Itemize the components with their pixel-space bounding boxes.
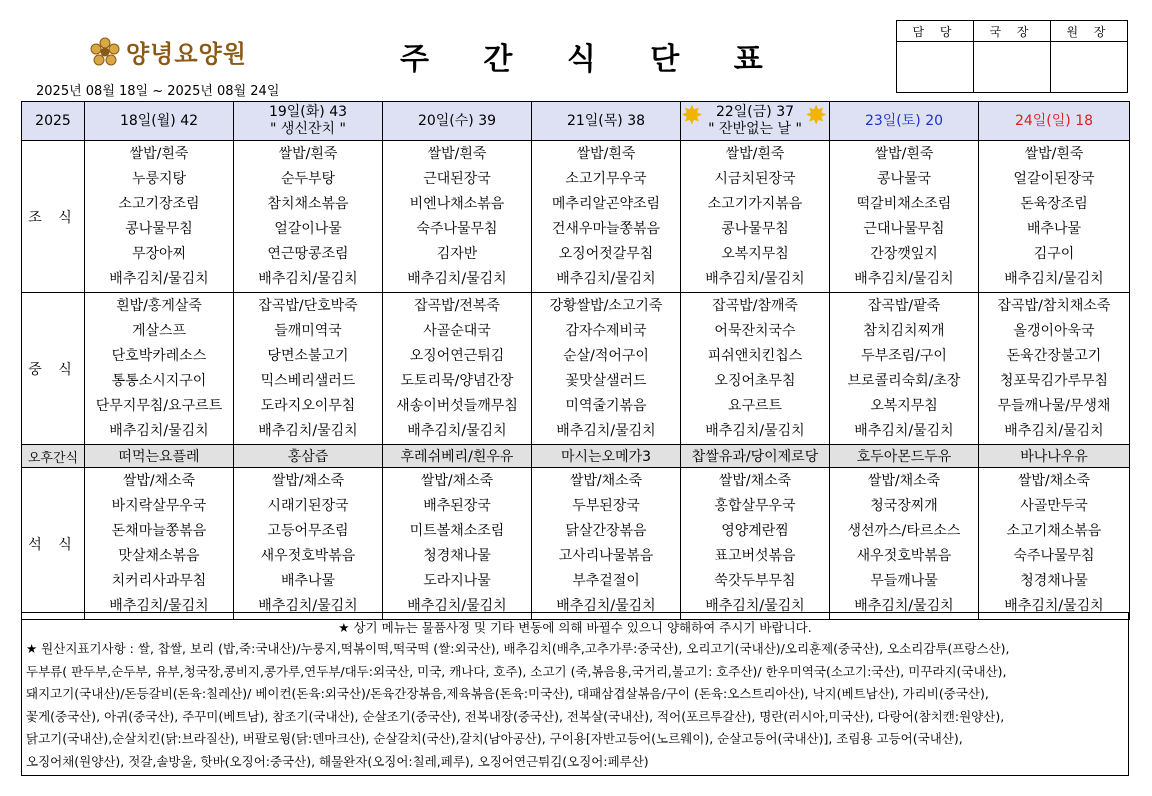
snack-cell: 호두아몬드두유 (830, 445, 979, 468)
date-range: 2025년 08월 18일 ~ 2025년 08월 24일 (36, 84, 280, 99)
menu-item: 배추김치/물김치 (705, 271, 805, 287)
menu-item: 감자수제비국 (565, 323, 647, 339)
menu-item: 새우젓호박볶음 (260, 548, 356, 564)
menu-item: 고등어무조림 (267, 523, 349, 539)
day-date: 20일(수) 39 (417, 112, 497, 129)
menu-cell (532, 141, 681, 293)
origin-line: 오징어채(원양산), 젓갈,솔방울, 핫바(오징어:중국산), 해물완자(오징어:칠레,페루), 오징어연근튀김(오징어:페루산) (26, 753, 649, 769)
menu-item: 김자반 (436, 246, 478, 262)
menu-item: 들깨미역국 (274, 323, 342, 339)
menu-item: 소고기장조림 (118, 196, 200, 212)
menu-item: 닭살간장볶음 (565, 523, 647, 539)
menu-item: 배추김치/물김치 (556, 271, 656, 287)
menu-item: 무들깨나물/무생채 (997, 398, 1111, 414)
menu-item: 무장아찌 (131, 246, 187, 262)
menu-item: 올갱이아욱국 (1013, 323, 1095, 339)
approval-sign-staff (897, 42, 974, 93)
menu-item: 쌀밥/채소죽 (271, 473, 345, 489)
menu-cell (234, 141, 383, 293)
menu-item: 배추김치/물김치 (705, 598, 805, 614)
menu-item: 당면소불고기 (267, 348, 349, 364)
menu-item: 배추김치/물김치 (556, 423, 656, 439)
menu-item: 청경채나물 (423, 548, 491, 564)
menu-item: 치커리사과무침 (111, 573, 207, 589)
menu-item: 단무지무침/요구르트 (95, 398, 223, 414)
menu-item: 참치채소볶음 (267, 196, 349, 212)
menu-cell (234, 468, 383, 620)
menu-item: 잡곡밥/단호박죽 (258, 298, 358, 314)
menu-item: 쌀밥/채소죽 (569, 473, 643, 489)
menu-item: 쌀밥/채소죽 (1017, 473, 1091, 489)
menu-item: 고사리나물볶음 (558, 548, 654, 564)
origin-line: 돼지고기(국내산)/돈등갈비(돈육:칠레산)/ 베이컨(돈육:외국산)/돈육간장볶음,제육볶음(돈육:미국산), 대패삼겹살볶음/구이 (돈육:오스트리아산), 낙지(베트남산), 가리비(중국산), (26, 686, 989, 702)
menu-item: 시금치된장국 (714, 171, 796, 187)
menu-item: 배추김치/물김치 (854, 423, 954, 439)
menu-item: 배추김치/물김치 (705, 423, 805, 439)
snack-cell: 마시는오메가3 (532, 445, 681, 468)
snack-cell: 후레쉬베리/흰우유 (383, 445, 532, 468)
day-header (383, 102, 532, 141)
menu-cell (532, 468, 681, 620)
day-date: 18일(월) 42 (119, 112, 199, 129)
menu-item: 어묵잔치국수 (714, 323, 796, 339)
menu-item: 참치김치찌개 (863, 323, 945, 339)
menu-item: 오복지무침 (870, 398, 938, 414)
menu-cell (85, 468, 234, 620)
menu-item: 홍합살무우국 (714, 498, 796, 514)
meal-label: 석 식 (22, 468, 85, 620)
dinner-row (22, 468, 1130, 620)
menu-item: 근대된장국 (423, 171, 491, 187)
snack-row (22, 445, 1130, 468)
origin-line: 꽃게(중국산), 아귀(중국산), 주꾸미(베트남), 참조기(국내산), 순살조기(중국산), 전복내장(중국산), 전복살(국내산), 적어(포르투갈산), 명란(러시아,미국산), 다랑어(참치캔:원양산), (26, 708, 1005, 724)
meal-label: 조 식 (22, 141, 85, 293)
menu-item: 두부된장국 (572, 498, 640, 514)
menu-item: 간장깻잎지 (870, 246, 938, 262)
menu-cell (830, 141, 979, 293)
menu-cell (979, 293, 1130, 445)
menu-item: 배추김치/물김치 (854, 598, 954, 614)
menu-item: 배추김치/물김치 (1004, 423, 1104, 439)
menu-item: 쌀밥/흰죽 (278, 146, 338, 162)
day-header (532, 102, 681, 141)
menu-item: 배추된장국 (423, 498, 491, 514)
menu-item: 피쉬앤치킨칩스 (707, 348, 803, 364)
menu-item: 쑥갓두부무침 (714, 573, 796, 589)
menu-item: 믹스베리샐러드 (260, 373, 356, 389)
menu-item: 근대나물무침 (863, 221, 945, 237)
menu-item: 오징어젓갈무침 (558, 246, 654, 262)
menu-item: 소고기채소볶음 (1006, 523, 1102, 539)
menu-item: 순두부탕 (280, 171, 336, 187)
menu-cell (979, 468, 1130, 620)
snack-cell: 찹쌀유과/당이제로당 (681, 445, 830, 468)
menu-item: 배추김치/물김치 (854, 271, 954, 287)
menu-item: 배추김치/물김치 (258, 598, 358, 614)
origin-info (22, 638, 1128, 774)
menu-item: 배추김치/물김치 (1004, 271, 1104, 287)
menu-item: 쌀밥/흰죽 (576, 146, 636, 162)
menu-item: 잡곡밥/전복죽 (414, 298, 500, 314)
menu-cell (532, 293, 681, 445)
header-row (22, 102, 1130, 141)
day-header (830, 102, 979, 141)
menu-item: 돈육간장불고기 (1006, 348, 1102, 364)
menu-cell (830, 468, 979, 620)
menu-item: 쌀밥/흰죽 (725, 146, 785, 162)
menu-item: 사골만두국 (1020, 498, 1088, 514)
menu-item: 잡곡밥/참깨죽 (712, 298, 798, 314)
approval-sign-director (974, 42, 1051, 93)
menu-item: 숙주나물무침 (416, 221, 498, 237)
year-cell: 2025 (22, 102, 85, 141)
day-date: 22일(금) 37 (715, 104, 795, 120)
menu-item: 배추김치/물김치 (109, 271, 209, 287)
menu-item: 소고기가지볶음 (707, 196, 803, 212)
menu-item: 배추나물 (280, 573, 336, 589)
menu-item: 배추김치/물김치 (258, 271, 358, 287)
menu-item: 단호박카레소스 (111, 348, 207, 364)
menu-item: 잡곡밥/참치채소죽 (997, 298, 1111, 314)
menu-item: 요구르트 (727, 398, 783, 414)
menu-item: 쌀밥/흰죽 (427, 146, 487, 162)
origin-line: ★ 원산지표기사항 : 쌀, 찹쌀, 보리 (밥,죽:국내산)/누룽지,떡볶이떡,떡국떡 (쌀:외국산), 배추김치(배추,고추가루:중국산), 오리고기(국내산)/오리훈제(중국산), 오소리감투(프랑스산), (26, 641, 1010, 656)
menu-item: 청국장찌개 (870, 498, 938, 514)
menu-item: 배추김치/물김치 (258, 423, 358, 439)
snack-cell: 떠먹는요플레 (85, 445, 234, 468)
menu-item: 도라지나물 (423, 573, 491, 589)
menu-item: 브로콜리숙회/초장 (847, 373, 961, 389)
menu-item: 부추겉절이 (572, 573, 640, 589)
menu-item: 강황쌀밥/소고기죽 (549, 298, 663, 314)
menu-item: 숙주나물무침 (1013, 548, 1095, 564)
breakfast-row (22, 141, 1130, 293)
notice-box (21, 612, 1129, 776)
day-date: 24일(일) 18 (1014, 112, 1094, 129)
menu-item: 배추김치/물김치 (109, 423, 209, 439)
menu-item: 쌀밥/흰죽 (874, 146, 934, 162)
menu-cell (681, 293, 830, 445)
day-date: 21일(목) 38 (566, 112, 646, 129)
approval-label-director: 국 장 (974, 21, 1051, 42)
day-date: 19일(화) 43 (268, 104, 348, 120)
menu-cell (681, 468, 830, 620)
logo-flower-icon (90, 37, 120, 67)
menu-item: 건새우마늘쫑볶음 (551, 221, 661, 237)
menu-cell (830, 293, 979, 445)
menu-item: 연근땅콩조림 (267, 246, 349, 262)
menu-item: 오징어초무침 (714, 373, 796, 389)
day-header (681, 102, 830, 141)
menu-item: 비엔나채소볶음 (409, 196, 505, 212)
snack-cell: 바나나우유 (979, 445, 1130, 468)
day-header (85, 102, 234, 141)
lunch-row (22, 293, 1130, 445)
menu-item: 돈육장조림 (1020, 196, 1088, 212)
menu-item: 무들깨나물 (870, 573, 938, 589)
meal-label: 중 식 (22, 293, 85, 445)
meal-label: 오후간식 (22, 445, 85, 468)
sparkle-icon: ✸ (681, 101, 703, 131)
menu-item: 게살스프 (131, 323, 187, 339)
menu-item: 청경채나물 (1020, 573, 1088, 589)
day-header (979, 102, 1130, 141)
menu-item: 사골순대국 (423, 323, 491, 339)
menu-item: 청포묵김가루무침 (999, 373, 1109, 389)
menu-item: 콩나물무침 (721, 221, 789, 237)
approval-sign-head (1051, 42, 1128, 93)
menu-item: 배추김치/물김치 (407, 423, 507, 439)
menu-item: 콩나물무침 (125, 221, 193, 237)
menu-cell (383, 141, 532, 293)
menu-item: 통통소시지구이 (111, 373, 207, 389)
menu-item: 배추나물 (1026, 221, 1082, 237)
menu-item: 표고버섯볶음 (714, 548, 796, 564)
menu-item: 배추김치/물김치 (1004, 598, 1104, 614)
menu-item: 떡갈비채소조림 (856, 196, 952, 212)
menu-item: 쌀밥/채소죽 (718, 473, 792, 489)
notice-headline: ★ 상기 메뉴는 물품사정 및 기타 변동에 의해 바뀔수 있으니 양해하여 주시기 바랍니다. (338, 620, 812, 635)
menu-item: 얼갈이된장국 (1013, 171, 1095, 187)
origin-line: 두부류( 판두부,순두부, 유부,청국장,콩비지,콩가루,연두부/대두:외국산, 미국, 캐나다, 호주), 소고기 (죽,볶음용,국거리,불고기: 호주산)/ 한우미역국(소고기:국산), 미꾸라지(국내산), (26, 663, 1007, 679)
menu-item: 메추리알곤약조림 (551, 196, 661, 212)
menu-cell (85, 141, 234, 293)
approval-label-head: 원 장 (1051, 21, 1128, 42)
menu-item: 흰밥/홍게살죽 (116, 298, 202, 314)
menu-cell (383, 468, 532, 620)
menu-item: 배추김치/물김치 (556, 598, 656, 614)
menu-item: 소고기무우국 (565, 171, 647, 187)
menu-item: 배추김치/물김치 (407, 271, 507, 287)
logo-text: 양녕요양원 (126, 40, 247, 68)
day-event: " 생신잔치 " (270, 121, 346, 137)
menu-item: 배추김치/물김치 (407, 598, 507, 614)
menu-item: 김구이 (1033, 246, 1075, 262)
menu-item: 생선까스/타르소스 (847, 523, 961, 539)
menu-item: 얼갈이나물 (274, 221, 342, 237)
menu-cell (234, 293, 383, 445)
snack-cell: 홍삼즙 (234, 445, 383, 468)
menu-item: 순살/적어구이 (563, 348, 649, 364)
menu-item: 도토리묵/양념간장 (400, 373, 514, 389)
menu-item: 두부조림/구이 (861, 348, 947, 364)
menu-item: 도라지오이무침 (260, 398, 356, 414)
day-event: " 잔반없는 날 " (708, 121, 802, 137)
menu-cell (383, 293, 532, 445)
menu-item: 미역줄기볶음 (565, 398, 647, 414)
menu-item: 새송이버섯들깨무침 (396, 398, 518, 414)
menu-cell (979, 141, 1130, 293)
menu-item: 콩나물국 (876, 171, 932, 187)
approval-box (896, 20, 1128, 93)
menu-item: 쌀밥/채소죽 (122, 473, 196, 489)
page-title: 주 간 식 단 표 (400, 42, 785, 77)
approval-label-staff: 담 당 (897, 21, 974, 42)
menu-cell (85, 293, 234, 445)
day-header (234, 102, 383, 141)
menu-item: 맛살채소볶음 (118, 548, 200, 564)
menu-item: 새우젓호박볶음 (856, 548, 952, 564)
menu-item: 돈채마늘쫑볶음 (111, 523, 207, 539)
origin-line: 닭고기(국내산),순살치킨(닭:브라질산), 버팔로윙(닭:덴마크산), 순살갈치(국산),갈치(남아공산), 구이용[자반고등어(노르웨이), 순살고등어(국내산)], 조림용 고등어(국내산), (26, 731, 963, 747)
menu-item: 쌀밥/흰죽 (1024, 146, 1084, 162)
menu-item: 시래기된장국 (267, 498, 349, 514)
logo (90, 34, 247, 69)
sparkle-icon: ✸ (805, 101, 827, 131)
menu-item: 꽃맛살샐러드 (565, 373, 647, 389)
menu-cell (681, 141, 830, 293)
weekly-menu-table (21, 101, 1130, 620)
menu-item: 쌀밥/흰죽 (129, 146, 189, 162)
menu-item: 쌀밥/채소죽 (420, 473, 494, 489)
menu-item: 오징어연근튀김 (409, 348, 505, 364)
menu-item: 미트볼채소조림 (409, 523, 505, 539)
menu-item: 오복지무침 (721, 246, 789, 262)
menu-item: 영양계란찜 (721, 523, 789, 539)
menu-item: 누룽지탕 (131, 171, 187, 187)
day-date: 23일(토) 20 (864, 112, 944, 129)
menu-item: 쌀밥/채소죽 (867, 473, 941, 489)
menu-item: 배추김치/물김치 (109, 598, 209, 614)
menu-item: 잡곡밥/팥죽 (867, 298, 941, 314)
menu-item: 바지락살무우국 (111, 498, 207, 514)
